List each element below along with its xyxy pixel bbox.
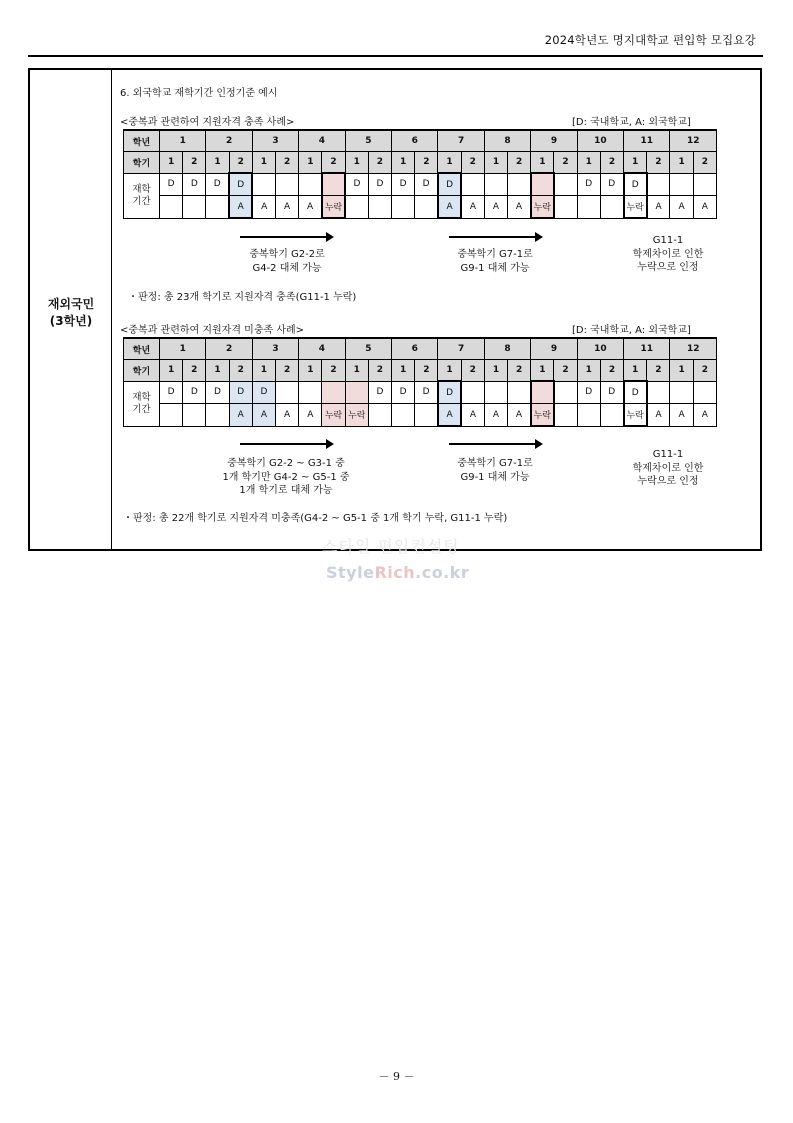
example1-note-1 xyxy=(212,248,362,275)
foreign-cell: A xyxy=(438,196,461,219)
semester-header-cell: 2 xyxy=(647,360,670,382)
year-header-cell: 4 xyxy=(299,338,345,360)
semester-header-cell: 1 xyxy=(252,152,275,174)
semester-header-cell: 1 xyxy=(531,360,554,382)
note-line: G9-1 대체 가능 xyxy=(460,471,530,483)
foreign-cell: A xyxy=(484,404,507,427)
foreign-cell: A xyxy=(484,196,507,219)
note-line: G9-1 대체 가능 xyxy=(460,262,530,274)
header-rule xyxy=(28,55,763,57)
foreign-cell xyxy=(554,404,577,427)
domestic-cell: D xyxy=(415,173,438,196)
semester-header-cell: 1 xyxy=(252,360,275,382)
watermark-site-b: Rich xyxy=(374,563,416,582)
semester-header-cell: 2 xyxy=(183,152,206,174)
domestic-cell xyxy=(693,381,716,404)
year-header-cell: 12 xyxy=(670,130,717,152)
foreign-cell xyxy=(368,404,391,427)
semester-header-cell: 2 xyxy=(693,152,716,174)
semester-header-cell: 1 xyxy=(484,360,507,382)
semester-header-cell: 2 xyxy=(600,152,623,174)
semester-header-cell: 2 xyxy=(229,360,252,382)
foreign-cell: A xyxy=(276,196,299,219)
foreign-cell xyxy=(368,196,391,219)
note-line: 1개 학기만 G4-2 ~ G5-1 중 xyxy=(222,471,350,483)
foreign-cell xyxy=(345,196,368,219)
note-line: 학제차이로 인한 xyxy=(632,462,704,474)
foreign-cell: A xyxy=(276,404,299,427)
year-header-cell: 3 xyxy=(252,130,298,152)
year-header-cell: 9 xyxy=(531,338,577,360)
category-label-line2: (3학년) xyxy=(49,314,93,328)
domestic-cell xyxy=(345,381,368,404)
domestic-cell xyxy=(670,173,693,196)
example2-arrow-1 xyxy=(240,443,332,445)
year-header-cell: 6 xyxy=(392,130,438,152)
year-header-cell: 4 xyxy=(299,130,345,152)
example1-legend: [D: 국내학교, A: 외국학교] xyxy=(572,117,691,128)
semester-header-cell: 2 xyxy=(461,152,484,174)
domestic-cell: D xyxy=(206,173,229,196)
example2-result: ・판정: 총 22개 학기로 지원자격 미충족(G4-2 ~ G5-1 중 1개 학기 누락, G11-1 누락) xyxy=(123,513,508,524)
foreign-cell: A xyxy=(647,196,670,219)
foreign-cell xyxy=(554,196,577,219)
foreign-cell: A xyxy=(670,404,693,427)
domestic-cell: D xyxy=(252,381,275,404)
domestic-cell: D xyxy=(624,381,647,404)
domestic-cell xyxy=(276,173,299,196)
domestic-cell xyxy=(508,173,531,196)
domestic-cell: D xyxy=(392,381,415,404)
domestic-cell: D xyxy=(229,381,252,404)
semester-header-cell: 2 xyxy=(368,152,391,174)
foreign-cell: A xyxy=(461,196,484,219)
domestic-cell: D xyxy=(160,381,183,404)
foreign-cell xyxy=(183,404,206,427)
domestic-cell xyxy=(461,381,484,404)
semester-header-cell: 1 xyxy=(392,360,415,382)
year-header-cell: 8 xyxy=(484,130,530,152)
semester-header-cell: 1 xyxy=(670,152,693,174)
semester-header-cell: 2 xyxy=(276,152,299,174)
foreign-cell: 누락 xyxy=(624,404,647,427)
foreign-cell xyxy=(160,404,183,427)
foreign-cell xyxy=(206,196,229,219)
semester-header-cell: 1 xyxy=(577,360,600,382)
note-line: 중복학기 G7-1로 xyxy=(457,458,533,469)
domestic-cell: D xyxy=(183,381,206,404)
semester-header-cell: 2 xyxy=(461,360,484,382)
semester-header-cell: 2 xyxy=(183,360,206,382)
semester-header-cell: 1 xyxy=(345,152,368,174)
domestic-cell: D xyxy=(345,173,368,196)
semester-header-cell: 1 xyxy=(160,152,183,174)
period-label xyxy=(124,381,160,426)
watermark-site-c: .co.kr xyxy=(415,563,470,582)
year-header-cell: 5 xyxy=(345,338,391,360)
note-line: 중복학기 G7-1로 xyxy=(457,249,533,260)
period-label xyxy=(124,173,160,218)
year-header-cell: 11 xyxy=(624,130,670,152)
category-label xyxy=(30,296,112,330)
semester-header-cell: 2 xyxy=(322,360,345,382)
semester-header-cell: 1 xyxy=(438,152,461,174)
domestic-cell: D xyxy=(577,381,600,404)
semester-header-cell: 1 xyxy=(160,360,183,382)
semester-header-cell: 1 xyxy=(624,152,647,174)
foreign-cell xyxy=(183,196,206,219)
section-title: 6. 외국학교 재학기간 인정기준 예시 xyxy=(120,88,278,99)
foreign-cell xyxy=(392,404,415,427)
semester-header-cell: 1 xyxy=(299,360,322,382)
domestic-cell: D xyxy=(600,381,623,404)
semester-header-label: 학기 xyxy=(124,152,160,174)
foreign-cell: A xyxy=(252,196,275,219)
example2-note-2 xyxy=(420,457,570,484)
foreign-cell: A xyxy=(461,404,484,427)
year-header-label: 학년 xyxy=(124,338,160,360)
year-header-cell: 10 xyxy=(577,130,623,152)
example2-arrow-2 xyxy=(449,443,541,445)
foreign-cell: 누락 xyxy=(322,404,345,427)
domestic-cell xyxy=(508,381,531,404)
example1-arrow-1 xyxy=(240,236,332,238)
foreign-cell: A xyxy=(693,196,716,219)
domestic-cell xyxy=(693,173,716,196)
foreign-cell: A xyxy=(438,404,461,427)
example2-note-1 xyxy=(200,457,372,498)
document-header-title: 2024학년도 명지대학교 편입학 모집요강 xyxy=(544,33,756,47)
semester-header-label: 학기 xyxy=(124,360,160,382)
foreign-cell: A xyxy=(299,196,322,219)
semester-header-cell: 1 xyxy=(206,360,229,382)
semester-header-cell: 1 xyxy=(531,152,554,174)
year-header-cell: 5 xyxy=(345,130,391,152)
domestic-cell xyxy=(252,173,275,196)
example1-caption: <중복과 관련하여 지원자격 충족 사례> xyxy=(120,117,295,128)
domestic-cell: D xyxy=(368,381,391,404)
domestic-cell: D xyxy=(229,173,252,196)
domestic-cell xyxy=(484,381,507,404)
foreign-cell: 누락 xyxy=(531,404,554,427)
foreign-cell: A xyxy=(252,404,275,427)
semester-header-cell: 2 xyxy=(693,360,716,382)
semester-header-cell: 2 xyxy=(415,152,438,174)
watermark-korean: 스타일 편입컨설팅 xyxy=(322,537,460,556)
foreign-cell: 누락 xyxy=(322,196,345,219)
year-header-cell: 2 xyxy=(206,338,252,360)
domestic-cell xyxy=(299,381,322,404)
domestic-cell xyxy=(484,173,507,196)
left-category-column xyxy=(30,70,112,549)
year-header-cell: 7 xyxy=(438,338,484,360)
example2-legend: [D: 국내학교, A: 외국학교] xyxy=(572,325,691,336)
year-header-cell: 3 xyxy=(252,338,298,360)
year-header-cell: 12 xyxy=(670,338,717,360)
domestic-cell xyxy=(647,173,670,196)
period-label-line2: 기간 xyxy=(132,195,151,207)
domestic-cell xyxy=(322,173,345,196)
semester-header-cell: 2 xyxy=(276,360,299,382)
domestic-cell: D xyxy=(438,381,461,404)
note-line: G4-2 대체 가능 xyxy=(252,262,322,274)
example2-caption: <중복과 관련하여 지원자격 미충족 사례> xyxy=(120,325,305,336)
semester-header-cell: 2 xyxy=(647,152,670,174)
example2-enrollment-table xyxy=(123,337,717,427)
semester-header-cell: 1 xyxy=(624,360,647,382)
foreign-cell: 누락 xyxy=(345,404,368,427)
note-line: 학제차이로 인한 xyxy=(632,248,704,260)
domestic-cell: D xyxy=(415,381,438,404)
year-header-cell: 8 xyxy=(484,338,530,360)
semester-header-cell: 2 xyxy=(322,152,345,174)
note-line: 중복학기 G2-2로 xyxy=(249,249,325,260)
semester-header-cell: 2 xyxy=(229,152,252,174)
domestic-cell: D xyxy=(438,173,461,196)
foreign-cell xyxy=(600,196,623,219)
foreign-cell xyxy=(577,404,600,427)
semester-header-cell: 1 xyxy=(299,152,322,174)
year-header-cell: 2 xyxy=(206,130,252,152)
example1-enrollment-table xyxy=(123,129,717,219)
domestic-cell: D xyxy=(600,173,623,196)
foreign-cell: 누락 xyxy=(624,196,647,219)
foreign-cell: 누락 xyxy=(531,196,554,219)
semester-header-cell: 1 xyxy=(345,360,368,382)
semester-header-cell: 1 xyxy=(577,152,600,174)
domestic-cell xyxy=(299,173,322,196)
year-header-cell: 6 xyxy=(392,338,438,360)
domestic-cell xyxy=(647,381,670,404)
semester-header-cell: 2 xyxy=(415,360,438,382)
foreign-cell xyxy=(415,196,438,219)
note-line: 중복학기 G2-2 ~ G3-1 중 xyxy=(227,458,345,469)
year-header-label: 학년 xyxy=(124,130,160,152)
domestic-cell xyxy=(276,381,299,404)
foreign-cell: A xyxy=(508,196,531,219)
domestic-cell: D xyxy=(160,173,183,196)
example1-note-3 xyxy=(608,234,728,275)
foreign-cell: A xyxy=(508,404,531,427)
year-header-cell: 1 xyxy=(160,130,206,152)
year-header-cell: 11 xyxy=(624,338,670,360)
domestic-cell: D xyxy=(206,381,229,404)
example1-result: ・판정: 총 23개 학기로 지원자격 충족(G11-1 누락) xyxy=(128,292,357,303)
foreign-cell: A xyxy=(229,404,252,427)
domestic-cell: D xyxy=(392,173,415,196)
domestic-cell xyxy=(531,173,554,196)
period-label-line1: 재학 xyxy=(132,183,151,195)
semester-header-cell: 1 xyxy=(484,152,507,174)
note-line: G11-1 xyxy=(652,449,684,460)
foreign-cell xyxy=(206,404,229,427)
foreign-cell: A xyxy=(299,404,322,427)
year-header-cell: 7 xyxy=(438,130,484,152)
year-header-cell: 10 xyxy=(577,338,623,360)
foreign-cell xyxy=(392,196,415,219)
semester-header-cell: 2 xyxy=(508,152,531,174)
foreign-cell xyxy=(577,196,600,219)
semester-header-cell: 1 xyxy=(392,152,415,174)
domestic-cell xyxy=(461,173,484,196)
semester-header-cell: 1 xyxy=(206,152,229,174)
foreign-cell: A xyxy=(693,404,716,427)
semester-header-cell: 2 xyxy=(368,360,391,382)
foreign-cell xyxy=(600,404,623,427)
foreign-cell: A xyxy=(229,196,252,219)
period-label-line2: 기간 xyxy=(132,403,151,415)
note-line: 누락으로 인정 xyxy=(637,476,699,487)
page-number: － 9 － xyxy=(378,1070,415,1083)
year-header-cell: 1 xyxy=(160,338,206,360)
semester-header-cell: 2 xyxy=(600,360,623,382)
year-header-cell: 9 xyxy=(531,130,577,152)
foreign-cell xyxy=(160,196,183,219)
domestic-cell xyxy=(531,381,554,404)
watermark-site-a: Style xyxy=(326,563,375,582)
domestic-cell: D xyxy=(577,173,600,196)
period-label-line1: 재학 xyxy=(132,391,151,403)
note-line: 누락으로 인정 xyxy=(637,262,699,273)
semester-header-cell: 1 xyxy=(670,360,693,382)
domestic-cell xyxy=(670,381,693,404)
domestic-cell xyxy=(322,381,345,404)
category-label-line1: 재외국민 xyxy=(47,297,95,311)
note-line: G11-1 xyxy=(652,235,684,246)
domestic-cell: D xyxy=(183,173,206,196)
semester-header-cell: 2 xyxy=(508,360,531,382)
foreign-cell xyxy=(415,404,438,427)
watermark-site xyxy=(326,563,469,582)
domestic-cell: D xyxy=(368,173,391,196)
note-line: 1개 학기로 대체 가능 xyxy=(239,485,333,496)
foreign-cell: A xyxy=(670,196,693,219)
example1-note-2 xyxy=(420,248,570,275)
example1-arrow-2 xyxy=(449,236,541,238)
semester-header-cell: 2 xyxy=(554,360,577,382)
semester-header-cell: 1 xyxy=(438,360,461,382)
domestic-cell: D xyxy=(624,173,647,196)
domestic-cell xyxy=(554,173,577,196)
foreign-cell: A xyxy=(647,404,670,427)
example2-note-3 xyxy=(608,448,728,489)
domestic-cell xyxy=(554,381,577,404)
semester-header-cell: 2 xyxy=(554,152,577,174)
